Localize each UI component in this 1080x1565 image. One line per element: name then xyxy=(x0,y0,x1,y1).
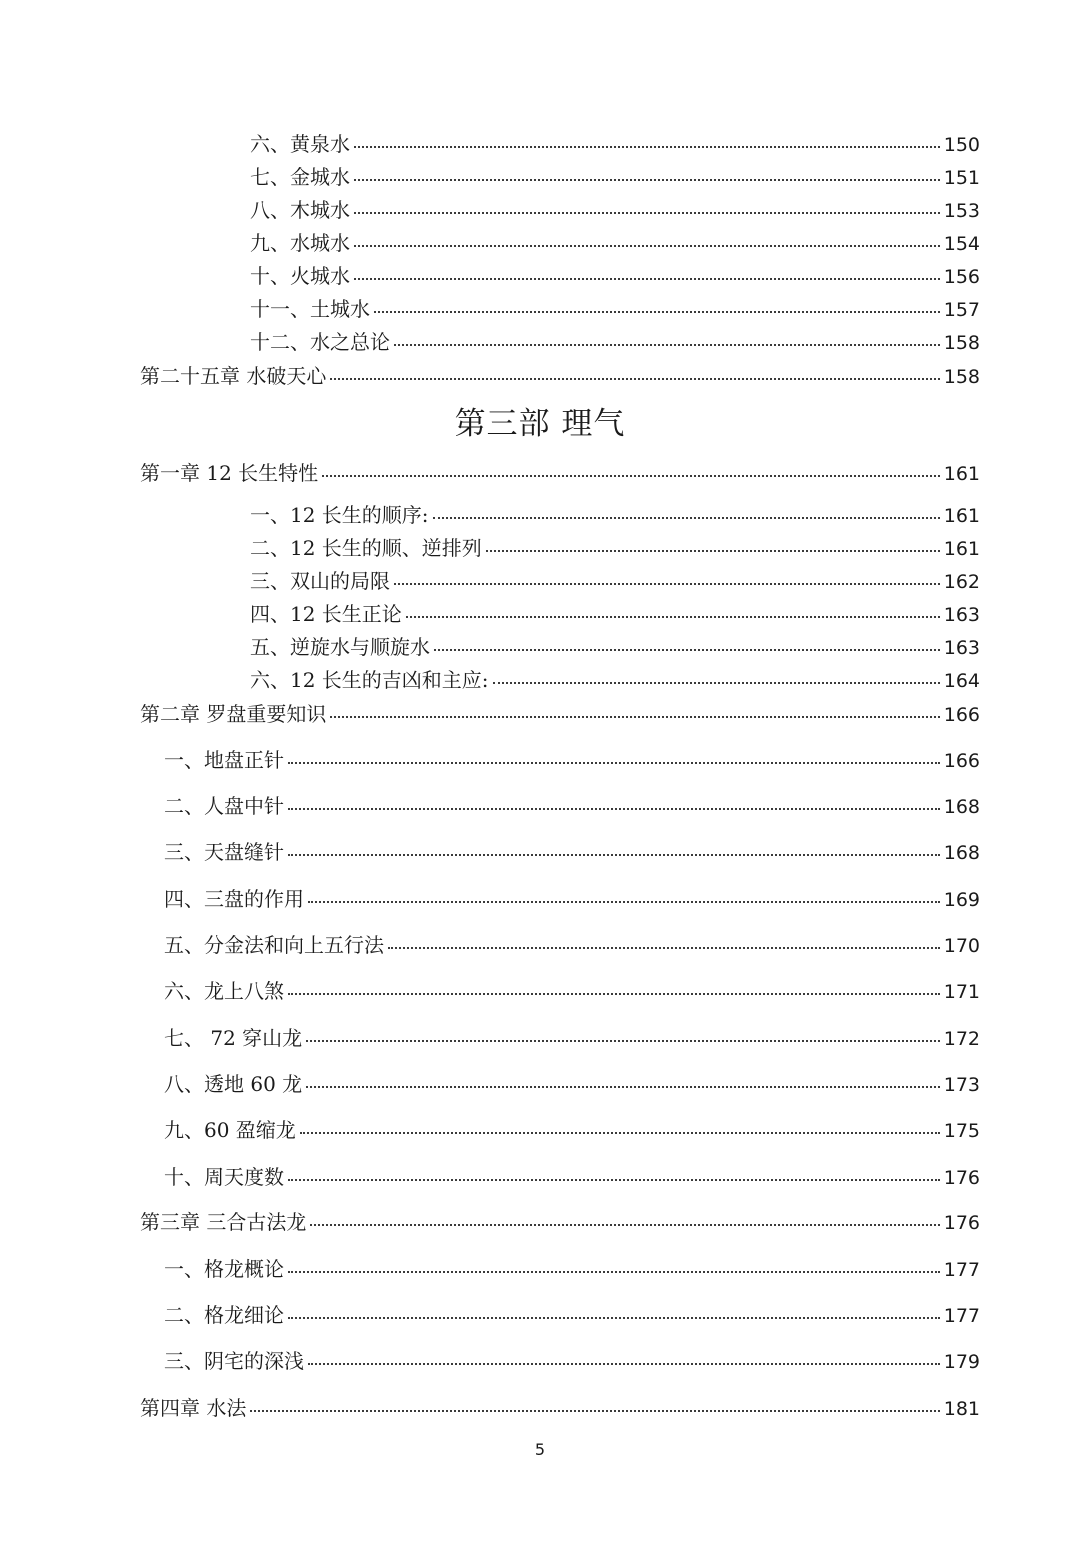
toc-entry-title: 八、木城水 xyxy=(250,198,350,222)
toc-entry[interactable] xyxy=(250,326,980,355)
toc-entry-title: 第二章 罗盘重要知识 xyxy=(140,702,327,726)
toc-chapter-entry[interactable] xyxy=(140,698,980,727)
toc-entry[interactable] xyxy=(250,598,980,627)
toc-leader-dots xyxy=(250,1410,939,1412)
toc-leader-dots xyxy=(308,1363,940,1365)
toc-leader-dots xyxy=(308,901,940,903)
toc-leader-dots xyxy=(354,245,940,247)
toc-entry-title: 一、格龙概论 xyxy=(164,1257,284,1281)
toc-entry-page: 161 xyxy=(943,463,980,485)
toc-entry[interactable] xyxy=(250,194,980,223)
toc-entry-page: 170 xyxy=(943,935,980,957)
toc-entry-title: 六、黄泉水 xyxy=(250,132,350,156)
toc-entry-title: 六、12 长生的吉凶和主应: xyxy=(250,668,489,692)
toc-entry-title: 五、逆旋水与顺旋水 xyxy=(250,635,430,659)
toc-entry[interactable] xyxy=(164,836,980,865)
toc-entry-page: 171 xyxy=(943,981,980,1003)
toc-entry-title: 第二十五章 水破天心 xyxy=(140,364,327,388)
toc-entry[interactable] xyxy=(164,1068,980,1097)
toc-leader-dots xyxy=(388,947,940,949)
toc-entry[interactable] xyxy=(164,1345,980,1374)
toc-entry-page: 162 xyxy=(943,571,980,593)
toc-entry[interactable] xyxy=(250,565,980,594)
toc-leader-dots xyxy=(354,212,940,214)
toc-entry[interactable] xyxy=(250,293,980,322)
toc-entry[interactable] xyxy=(164,1253,980,1282)
toc-entry[interactable] xyxy=(164,1022,980,1051)
toc-entry[interactable] xyxy=(164,1161,980,1190)
toc-leader-dots xyxy=(306,1086,940,1088)
toc-entry[interactable] xyxy=(250,631,980,660)
toc-leader-dots xyxy=(330,378,939,380)
toc-entry-title: 十、周天度数 xyxy=(164,1165,284,1189)
toc-entry-page: 163 xyxy=(943,637,980,659)
toc-entry-page: 175 xyxy=(943,1120,980,1142)
toc-entry-page: 177 xyxy=(943,1259,980,1281)
section-title: 第三部 理气 xyxy=(454,406,626,442)
toc-leader-dots xyxy=(354,278,940,280)
toc-chapter-entry[interactable] xyxy=(140,457,980,486)
toc-leader-dots xyxy=(354,179,940,181)
toc-entry-title: 二、12 长生的顺、逆排列 xyxy=(250,536,482,560)
toc-leader-dots xyxy=(486,550,940,552)
toc-leader-dots xyxy=(288,1317,940,1319)
toc-entry-page: 156 xyxy=(943,266,980,288)
toc-entry[interactable] xyxy=(250,260,980,289)
toc-entry-title: 一、地盘正针 xyxy=(164,748,284,772)
toc-entry[interactable] xyxy=(164,1299,980,1328)
toc-entry-title: 十一、土城水 xyxy=(250,297,370,321)
toc-entry-title: 六、龙上八煞 xyxy=(164,979,284,1003)
toc-leader-dots xyxy=(300,1132,940,1134)
toc-entry-page: 163 xyxy=(943,604,980,626)
toc-entry-page: 158 xyxy=(943,366,980,388)
toc-entry-title: 九、水城水 xyxy=(250,231,350,255)
toc-entry[interactable] xyxy=(250,161,980,190)
toc-entry-title: 五、分金法和向上五行法 xyxy=(164,933,384,957)
toc-entry-page: 176 xyxy=(943,1212,980,1234)
toc-entry-title: 三、双山的局限 xyxy=(250,569,390,593)
toc-entry-page: 168 xyxy=(943,842,980,864)
toc-entry-title: 第三章 三合古法龙 xyxy=(140,1210,307,1234)
toc-leader-dots xyxy=(394,583,940,585)
toc-entry-title: 十、火城水 xyxy=(250,264,350,288)
toc-leader-dots xyxy=(306,1040,940,1042)
toc-entry-title: 八、透地 60 龙 xyxy=(164,1072,303,1096)
toc-entry-page: 168 xyxy=(943,796,980,818)
toc-entry-title: 九、60 盈缩龙 xyxy=(164,1118,296,1142)
toc-entry-page: 161 xyxy=(943,538,980,560)
toc-leader-dots xyxy=(433,517,940,519)
toc-entry-page: 177 xyxy=(943,1305,980,1327)
page-number: 5 xyxy=(534,1440,546,1459)
toc-entry-page: 166 xyxy=(943,704,980,726)
toc-entry-page: 172 xyxy=(943,1028,980,1050)
toc-chapter-entry[interactable] xyxy=(140,1392,980,1421)
toc-entry-title: 第四章 水法 xyxy=(140,1396,247,1420)
toc-entry-page: 157 xyxy=(943,299,980,321)
toc-entry-title: 四、三盘的作用 xyxy=(164,887,304,911)
toc-entry-page: 151 xyxy=(943,167,980,189)
toc-entry-page: 179 xyxy=(943,1351,980,1373)
toc-entry-page: 161 xyxy=(943,505,980,527)
toc-leader-dots xyxy=(288,762,940,764)
toc-leader-dots xyxy=(288,993,940,995)
toc-entry-page: 169 xyxy=(943,889,980,911)
toc-entry-page: 158 xyxy=(943,332,980,354)
toc-chapter-entry[interactable] xyxy=(140,360,980,389)
toc-entry[interactable] xyxy=(164,1114,980,1143)
toc-entry-page: 164 xyxy=(943,670,980,692)
toc-entry-title: 三、天盘缝针 xyxy=(164,840,284,864)
toc-leader-dots xyxy=(288,854,940,856)
toc-leader-dots xyxy=(493,682,940,684)
toc-entry-title: 三、阴宅的深浅 xyxy=(164,1349,304,1373)
toc-entry-title: 二、人盘中针 xyxy=(164,794,284,818)
toc-entry[interactable] xyxy=(250,664,980,693)
toc-leader-dots xyxy=(354,146,940,148)
toc-leader-dots xyxy=(288,1271,940,1273)
toc-entry-page: 150 xyxy=(943,134,980,156)
toc-entry[interactable] xyxy=(250,532,980,561)
toc-leader-dots xyxy=(330,716,939,718)
toc-entry-page: 153 xyxy=(943,200,980,222)
toc-entry[interactable] xyxy=(164,790,980,819)
toc-entry-page: 176 xyxy=(943,1167,980,1189)
toc-entry[interactable] xyxy=(250,227,980,256)
toc-entry[interactable] xyxy=(164,744,980,773)
toc-leader-dots xyxy=(394,344,940,346)
toc-entry-title: 一、12 长生的顺序: xyxy=(250,503,429,527)
toc-entry[interactable] xyxy=(164,883,980,912)
toc-entry-page: 154 xyxy=(943,233,980,255)
toc-entry-title: 十二、水之总论 xyxy=(250,330,390,354)
toc-leader-dots xyxy=(322,475,940,477)
toc-leader-dots xyxy=(406,616,940,618)
toc-entry-title: 七、金城水 xyxy=(250,165,350,189)
toc-leader-dots xyxy=(310,1224,939,1226)
toc-entry-page: 181 xyxy=(943,1398,980,1420)
toc-entry-page: 166 xyxy=(943,750,980,772)
toc-chapter-entry[interactable] xyxy=(140,1206,980,1235)
toc-entry-title: 七、 72 穿山龙 xyxy=(164,1026,303,1050)
toc-entry[interactable] xyxy=(250,128,980,157)
toc-entry[interactable] xyxy=(164,975,980,1004)
toc-entry-title: 四、12 长生正论 xyxy=(250,602,402,626)
toc-entry[interactable] xyxy=(164,929,980,958)
toc-entry-title: 二、格龙细论 xyxy=(164,1303,284,1327)
toc-leader-dots xyxy=(288,1179,940,1181)
toc-leader-dots xyxy=(374,311,940,313)
toc-leader-dots xyxy=(434,649,940,651)
toc-entry[interactable] xyxy=(250,499,980,528)
toc-entry-page: 173 xyxy=(943,1074,980,1096)
toc-leader-dots xyxy=(288,808,940,810)
toc-entry-title: 第一章 12 长生特性 xyxy=(140,461,319,485)
